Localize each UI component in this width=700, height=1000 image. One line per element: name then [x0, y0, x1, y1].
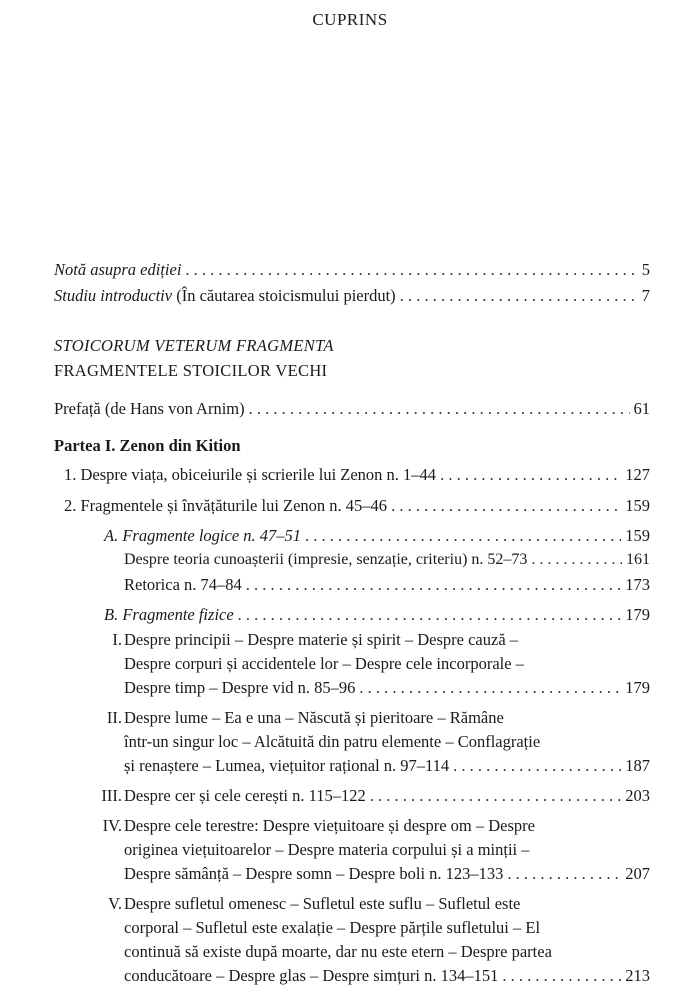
subsection-number: V.	[108, 894, 122, 913]
toc-page: 5	[641, 260, 650, 279]
leader-dots	[305, 524, 621, 548]
subsection-line: Despre principii – Despre materie și spirit – Despre cauză –	[124, 630, 519, 649]
subsection-line: originea viețuitoarelor – Despre materia corpului și a minții –	[124, 840, 530, 859]
part-title: Partea I. Zenon din Kition	[54, 436, 241, 455]
toc-page: 7	[641, 286, 650, 305]
toc-label: 1. Despre viața, obiceiurile și scrierile lui Zenon n. 1–44	[64, 465, 437, 484]
toc-label: Despre timp – Despre vid n. 85–96	[124, 678, 356, 697]
toc-entry-s4[interactable]	[124, 862, 650, 886]
toc-page: 179	[625, 605, 650, 624]
toc-page: 61	[633, 399, 650, 418]
subsection-line: continuă să existe după moarte, dar nu este etern – Despre partea	[124, 942, 552, 961]
leader-dots	[502, 964, 621, 988]
toc-page: 213	[625, 966, 650, 985]
toc-page: 159	[625, 526, 650, 545]
toc-page: 179	[625, 678, 650, 697]
leader-dots	[246, 573, 621, 597]
leader-dots	[249, 397, 630, 421]
leader-dots	[238, 603, 622, 627]
toc-entry-studiu[interactable]	[54, 284, 650, 308]
toc-entry-nota[interactable]	[54, 258, 650, 282]
toc-page: 187	[625, 756, 650, 775]
toc-page: 173	[625, 575, 650, 594]
toc-label: Retorica n. 74–84	[124, 575, 242, 594]
toc-entry-ch1[interactable]	[64, 463, 650, 487]
toc-label: B. Fragmente fizice	[104, 605, 234, 624]
toc-label-italic: Studiu introductiv	[54, 286, 173, 305]
toc-label	[54, 284, 396, 308]
toc-entry-prefata[interactable]	[54, 397, 650, 421]
leader-dots	[453, 754, 621, 778]
toc-page: 161	[626, 551, 650, 568]
toc-label: Notă asupra ediției	[54, 260, 182, 279]
leader-dots	[359, 676, 621, 700]
subsection-line: Despre sufletul omenesc – Sufletul este suflu – Sufletul este	[124, 894, 521, 913]
subsection-line: Despre lume – Ea e una – Născută și pieritoare – Rămâne	[124, 708, 504, 727]
toc-label: Despre teoria cunoașterii (impresie, senzație, criteriu) n. 52–73	[124, 551, 528, 568]
subsection-line: Despre cele terestre: Despre viețuitoare și despre om – Despre	[124, 816, 535, 835]
toc-entry-teoria[interactable]	[124, 548, 650, 572]
toc-label: și renaștere – Lumea, viețuitor rațional n. 97–114	[124, 756, 450, 775]
leader-dots	[185, 258, 637, 282]
subsection-number: III.	[101, 786, 122, 805]
toc-label-rest: (În căutarea stoicismului pierdut)	[172, 286, 396, 305]
toc-entry-s2[interactable]	[124, 754, 650, 778]
subsection-number: II.	[106, 708, 122, 727]
subsection-line: Despre corpuri și accidentele lor – Despre cele incorporale –	[124, 654, 524, 673]
subsection-number: IV.	[102, 816, 122, 835]
collection-romanian-title: FRAGMENTELE STOICILOR VECHI	[54, 361, 328, 380]
toc-entry-sec-a[interactable]	[104, 524, 650, 548]
leader-dots	[507, 862, 621, 886]
toc-entry-s3[interactable]	[124, 784, 650, 808]
page-title: CUPRINS	[312, 10, 388, 29]
toc-entry-sec-b[interactable]	[104, 603, 650, 627]
subsection-line: corporal – Sufletul este exalație – Despre părțile sufletului – El	[124, 918, 541, 937]
subsection-number: I.	[112, 630, 122, 649]
leader-dots	[391, 494, 621, 518]
toc-page: 127	[625, 465, 650, 484]
toc-label: 2. Fragmentele și învățăturile lui Zenon n. 45–46	[64, 496, 388, 515]
leader-dots	[400, 284, 638, 308]
toc-label: Prefață (de Hans von Arnim)	[54, 399, 245, 418]
collection-latin-title: STOICORUM VETERUM FRAGMENTA	[54, 336, 334, 355]
toc-label: Despre sămânță – Despre somn – Despre boli n. 123–133	[124, 864, 504, 883]
toc-entry-retorica[interactable]	[124, 573, 650, 597]
subsection-line: într-un singur loc – Alcătuită din patru elemente – Conflagrație	[124, 732, 541, 751]
toc-page: 159	[625, 496, 650, 515]
toc-label: Despre cer și cele cerești n. 115–122	[124, 786, 366, 805]
toc-entry-ch2[interactable]	[64, 494, 650, 518]
leader-dots	[440, 463, 621, 487]
toc-entry-s1[interactable]	[124, 676, 650, 700]
toc-entry-s5[interactable]	[124, 964, 650, 988]
leader-dots	[531, 548, 622, 572]
toc-page: 207	[625, 864, 650, 883]
toc-label: A. Fragmente logice n. 47–51	[104, 526, 302, 545]
toc-page: 203	[625, 786, 650, 805]
toc-label: conducătoare – Despre glas – Despre simțuri n. 134–151	[124, 966, 499, 985]
leader-dots	[370, 784, 622, 808]
